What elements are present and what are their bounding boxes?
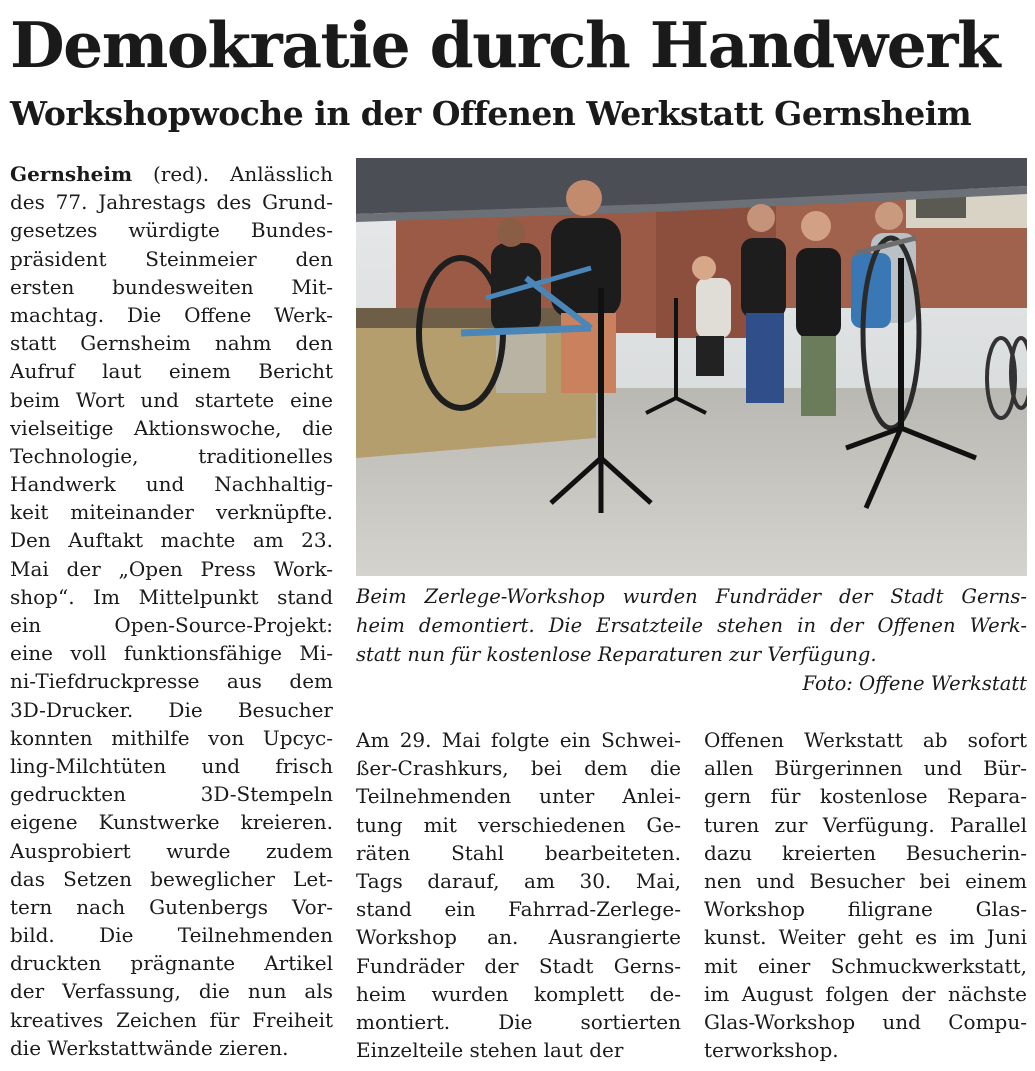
text-line: kunst. Weiter geht es im Juni <box>704 925 1027 950</box>
text-line: Handwerk und Nachhaltig- <box>10 472 333 497</box>
text-line: ersten bundesweiten Mit- <box>10 274 333 299</box>
text-line: Aufruf laut einem Bericht <box>10 359 333 384</box>
text-line: tung mit verschiedenen Ge- <box>356 812 681 837</box>
text-line: Technologie, traditionelles <box>10 443 333 468</box>
text-line: das Setzen beweglicher Let- <box>10 866 333 891</box>
text-line: beim Wort und startete eine <box>10 387 333 412</box>
text-line: im August folgen der nächste <box>704 981 1027 1006</box>
text-line: konnten mithilfe von Upcyc- <box>10 725 333 750</box>
text-line: eine voll funktionsfähige Mi- <box>10 641 333 666</box>
text-line: turen zur Verfügung. Parallel <box>704 812 1027 837</box>
photo-credit: Foto: Offene Werkstatt <box>802 672 1027 695</box>
text-line: Einzelteile stehen laut der <box>356 1038 624 1063</box>
text-line: gesetzes würdigte Bundes- <box>10 218 333 243</box>
photo-caption <box>356 582 1027 669</box>
text-line: druckten prägnante Artikel <box>10 951 333 976</box>
text-line: montiert. Die sortierten <box>356 1009 681 1034</box>
text-line: Am 29. Mai folgte ein Schwei- <box>356 728 681 752</box>
text-line: Workshop an. Ausrangierte <box>356 925 681 950</box>
text-line: stand ein Fahrrad-Zerlege- <box>356 897 681 922</box>
text-line: Teilnehmenden unter Anlei- <box>356 784 681 809</box>
text-line: Ausprobiert wurde zudem <box>10 838 333 863</box>
text-line: nen und Besucher bei einem <box>704 868 1027 893</box>
text-line: Offenen Werkstatt ab sofort <box>704 728 1027 752</box>
text-line: räten Stahl bearbeiteten. <box>356 840 681 865</box>
subheadline: Workshopwoche in der Offenen Werkstatt Gernsheim <box>10 94 972 133</box>
text-line: Fundräder der Stadt Gerns- <box>356 953 681 978</box>
text-line: allen Bürgerinnen und Bür- <box>704 756 1027 781</box>
text-line: Beim Zerlege-Workshop wurden Fundräder der Stadt Gerns- <box>356 585 1027 608</box>
dateline: Gernsheim <box>10 162 133 186</box>
article-first-line <box>10 160 333 188</box>
text-line: der Verfassung, die nun als <box>10 979 333 1004</box>
text-line: ling-Milchtüten und frisch <box>10 753 333 778</box>
article-column-2 <box>356 726 681 1064</box>
text-line: 3D-Drucker. Die Besucher <box>10 697 333 722</box>
text-line: bild. Die Teilnehmenden <box>10 923 333 948</box>
article-column-3 <box>704 726 1027 1064</box>
text-line: ni-Tiefdruckpresse aus dem <box>10 669 333 694</box>
text-line: Den Auftakt machte am 23. <box>10 528 333 553</box>
article-column-1 <box>10 160 333 1062</box>
article-first-line-rest: (red). Anlässlich <box>132 162 333 186</box>
text-line: machtag. Die Offene Werk- <box>10 302 333 327</box>
text-line: shop“. Im Mittelpunkt stand <box>10 584 333 609</box>
text-line: die Werkstattwände zieren. <box>10 1035 289 1060</box>
workshop-photo <box>356 158 1027 576</box>
text-line: statt nun für kostenlose Reparaturen zur Verfügung. <box>356 643 877 666</box>
text-line: ein Open-Source-Projekt: <box>10 613 333 637</box>
text-line: statt Gernsheim nahm den <box>10 331 333 356</box>
text-line: dazu kreierten Besucherin- <box>704 840 1027 865</box>
text-line: präsident Steinmeier den <box>10 246 333 271</box>
text-line: des 77. Jahrestags des Grund- <box>10 190 333 215</box>
text-line: kreatives Zeichen für Freiheit <box>10 1007 333 1032</box>
text-line: ßer-Crashkurs, bei dem die <box>356 756 681 781</box>
text-line: terworkshop. <box>704 1038 839 1063</box>
text-line: gern für kostenlose Repara- <box>704 784 1027 809</box>
text-line: tern nach Gutenbergs Vor- <box>10 894 333 919</box>
text-line: heim wurden komplett de- <box>356 981 681 1006</box>
text-line: Glas-Workshop und Compu- <box>704 1009 1027 1034</box>
text-line: Workshop filigrane Glas- <box>704 897 1027 922</box>
text-line: keit miteinander verknüpfte. <box>10 500 333 525</box>
column-1-lines <box>10 188 333 1062</box>
text-line: mit einer Schmuckwerkstatt, <box>704 953 1027 978</box>
text-line: heim demontiert. Die Ersatzteile stehen in der Offenen Werk- <box>356 614 1027 637</box>
text-line: eigene Kunstwerke kreieren. <box>10 810 333 835</box>
text-line: vielseitige Aktionswoche, die <box>10 415 333 440</box>
text-line: gedruckten 3D-Stempeln <box>10 782 333 807</box>
text-line: Mai der „Open Press Work- <box>10 556 333 581</box>
headline: Demokratie durch Handwerk <box>10 8 1000 82</box>
text-line: Tags darauf, am 30. Mai, <box>356 868 681 893</box>
